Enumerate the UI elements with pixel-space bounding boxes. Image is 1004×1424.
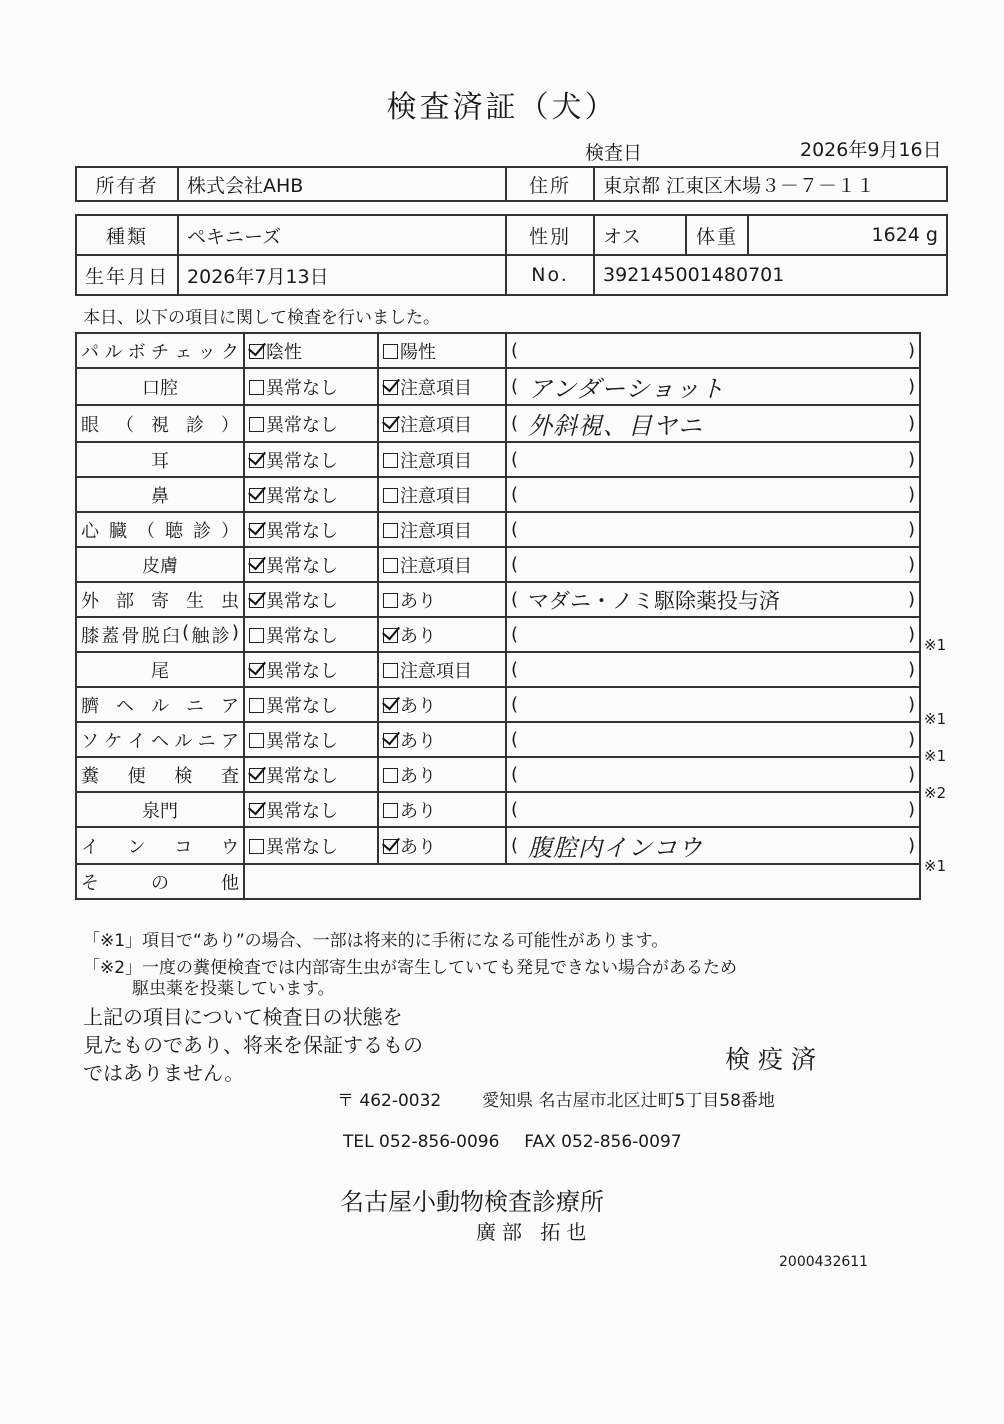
close-paren: ) [907,554,915,575]
item-name-char: ェ [174,341,193,363]
certification-note [83,1003,423,1087]
exam-item-name [76,442,244,477]
item-name-char: 臼 [161,625,180,647]
option-normal [244,333,378,368]
option-normal [244,757,378,792]
exam-item-name [76,827,244,864]
option-label: あり [400,590,436,612]
other-label [76,864,244,899]
option-label: 異常なし [266,836,338,858]
exam-item-name [76,477,244,512]
item-name-char: ク [220,341,239,363]
footnote-mark: ※1 [924,710,947,728]
option-label: 異常なし [266,660,338,682]
exam-item-name [76,617,244,652]
option-normal [244,792,378,827]
footnote-2: 「※2」一度の糞便検査では内部寄生虫が寄生していても発見できない場合があるため [83,958,738,978]
close-paren: ) [907,449,915,470]
exam-item-name [76,512,244,547]
option-label: 異常なし [266,520,338,542]
serial-number: 2000432611 [779,1254,869,1270]
option-label: 異常なし [266,625,338,647]
checkbox-icon[interactable] [383,593,398,608]
owner-label: 所有者 [76,167,178,201]
option-finding [378,792,506,827]
weight-value: 1624 g [748,215,947,255]
open-paren: ( [511,413,519,434]
open-paren: ( [511,519,519,540]
exam-note [506,405,920,442]
exam-note [506,547,920,582]
clinic-address: 愛知県 名古屋市北区辻町5丁目58番地 [482,1091,775,1111]
checked-checkbox-icon[interactable] [249,663,264,678]
cert-line-1: 上記の項目について検査日の状態を [83,1005,403,1029]
option-label: あり [400,695,436,717]
item-name-char: 皮 [142,555,160,577]
item-name-char: イ [127,730,146,752]
checkbox-icon[interactable] [383,344,398,359]
clinic-address-line [337,1086,775,1111]
item-name-char: 聴 [165,520,183,542]
checked-checkbox-icon[interactable] [249,453,264,468]
item-name-char: 口 [142,377,160,399]
item-name-char: ニ [197,730,216,752]
item-name-char: ヘ [116,695,134,717]
item-name-char: ( [182,621,190,643]
exam-note [506,512,920,547]
item-name-char: 門 [160,800,178,822]
open-paren: ( [511,589,519,610]
exam-row [76,722,920,757]
option-finding [378,827,506,864]
item-name-char: 泉 [142,800,160,822]
exam-row [76,687,920,722]
option-label: 異常なし [266,730,338,752]
checked-checkbox-icon[interactable] [249,344,264,359]
option-label: あり [400,765,436,787]
checked-checkbox-icon[interactable] [383,628,398,643]
item-name-char: 診 [211,625,230,647]
cert-line-2: 見たものであり、将来を保証するもの [83,1033,423,1057]
checked-checkbox-icon[interactable] [383,733,398,748]
option-label: 異常なし [266,377,338,399]
footnote-mark: ※1 [924,746,947,765]
address-value: 東京都 江東区木場３－７－１１ [594,167,947,201]
open-paren: ( [511,554,519,575]
owner-table [75,166,948,202]
open-paren: ( [511,449,519,470]
option-label: 注意項目 [400,414,472,436]
item-name-char: ケ [104,730,123,752]
item-name-char: 診 [193,520,211,542]
option-label: 異常なし [266,800,338,822]
exam-note [506,442,920,477]
exam-note [506,617,920,652]
item-name-char: 検 [174,765,193,787]
item-name-char: ヘ [150,730,169,752]
open-paren: ( [511,484,519,505]
close-paren: ) [907,659,915,680]
exam-note [506,652,920,687]
checkbox-icon[interactable] [249,380,264,395]
page-title: 検査済証（犬） [386,90,618,125]
option-normal [244,582,378,617]
option-label: あり [400,730,436,752]
checkbox-icon[interactable] [383,803,398,818]
exam-item-name [76,547,244,582]
inspector-name: 廣部 拓也 [476,1220,593,1244]
item-name-char: ソ [81,730,99,752]
note-text: アンダーショット [528,375,726,403]
option-normal [244,547,378,582]
option-normal [244,722,378,757]
exam-date: 2026年9月16日 [800,139,942,161]
open-paren: ( [511,729,519,750]
option-label: 注意項目 [400,660,472,682]
open-paren: ( [511,376,519,397]
item-name-char: （ [116,414,134,436]
option-label: 異常なし [266,765,338,787]
option-finding [378,652,506,687]
breed-label: 種類 [76,215,178,255]
option-finding [378,368,506,405]
exam-date-label: 検査日 [585,142,643,164]
close-paren: ) [907,376,915,397]
exam-note [506,333,920,368]
exam-item-name [76,582,244,617]
item-name-char: 脱 [141,625,160,647]
option-normal [244,652,378,687]
option-label: 異常なし [266,555,338,577]
item-name-char: ボ [127,341,146,363]
exam-note [506,757,920,792]
sex-value: オス [594,215,686,255]
option-finding [378,722,506,757]
exam-row [76,442,920,477]
exam-note [506,687,920,722]
breed-value: ペキニーズ [178,215,506,255]
dob-value: 2026年7月13日 [178,255,506,295]
option-label: 注意項目 [400,520,472,542]
exam-row [76,477,920,512]
item-name-char: 膚 [160,555,178,577]
option-normal [244,442,378,477]
item-name-char: イ [81,836,99,858]
address-label: 住所 [506,167,594,201]
checked-checkbox-icon[interactable] [249,768,264,783]
option-normal [244,477,378,512]
item-name-char: 生 [186,590,204,612]
item-name-char: コ [174,836,193,858]
option-finding [378,547,506,582]
checked-checkbox-icon[interactable] [249,488,264,503]
exam-item-name [76,652,244,687]
close-paren: ) [907,413,915,434]
checked-checkbox-icon[interactable] [249,523,264,538]
option-normal [244,368,378,405]
item-name-char: ウ [220,836,239,858]
intro-text: 本日、以下の項目に関して検査を行いました。 [83,308,440,328]
other-label-char: の [151,872,169,894]
footnote-2-cont: 駆虫薬を投薬しています。 [132,979,335,999]
weight-label: 体重 [686,215,748,255]
option-label: 陰性 [266,341,302,363]
note-text: 腹腔内インコウ [528,834,704,862]
clinic-name: 名古屋小動物検査診療所 [340,1188,604,1216]
other-label-char: そ [81,872,99,894]
option-label: 異常なし [266,695,338,717]
checkbox-icon[interactable] [249,839,264,854]
item-name-char: 臓 [109,520,127,542]
checked-checkbox-icon[interactable] [249,558,264,573]
checked-checkbox-icon[interactable] [249,803,264,818]
option-label: 異常なし [266,450,338,472]
option-normal [244,405,378,442]
checkbox-icon[interactable] [383,453,398,468]
tel: TEL 052-856-0096 [343,1132,500,1152]
item-name-char: ） [221,520,239,542]
exam-row [76,617,920,652]
option-label: あり [400,836,436,858]
exam-item-name [76,333,244,368]
item-name-char: ン [127,836,146,858]
option-label: あり [400,800,436,822]
option-finding [378,757,506,792]
close-paren: ) [907,764,915,785]
exam-note [506,582,920,617]
close-paren: ) [907,729,915,750]
note-text: マダニ・ノミ駆除薬投与済 [528,588,781,613]
no-value: 392145001480701 [594,255,947,295]
option-label: 注意項目 [400,377,472,399]
exam-item-name [76,757,244,792]
exam-item-name [76,368,244,405]
option-normal [244,687,378,722]
exam-item-name [76,687,244,722]
checked-checkbox-icon[interactable] [383,417,398,432]
exam-row [76,368,920,405]
checkbox-icon[interactable] [249,698,264,713]
checked-checkbox-icon[interactable] [383,839,398,854]
item-name-char: 触 [191,625,210,647]
item-name-char: 蓋 [101,625,120,647]
footnote-mark: ※2 [924,783,947,802]
fax: FAX 052-856-0097 [524,1132,682,1152]
option-label: 陽性 [400,341,436,363]
open-paren: ( [511,340,519,361]
other-value [244,864,920,899]
item-name-char: 臍 [81,695,99,717]
contact-line [343,1132,682,1152]
item-name-char: ル [104,341,123,363]
owner-value: 株式会社AHB [178,167,506,201]
exam-row [76,582,920,617]
note-text: 外斜視、目ヤニ [528,412,704,440]
close-paren: ) [907,519,915,540]
item-name-char: 耳 [151,450,169,472]
item-name-char: ) [231,621,239,643]
dob-label: 生年月日 [76,255,178,295]
checkbox-icon[interactable] [249,417,264,432]
item-name-char: 査 [220,765,239,787]
checkbox-icon[interactable] [383,663,398,678]
checked-checkbox-icon[interactable] [383,380,398,395]
item-name-char: 診 [186,414,204,436]
option-normal [244,617,378,652]
quarantine-stamp: 検疫済 [725,1045,825,1074]
open-paren: ( [511,835,519,856]
exam-table [75,332,921,900]
exam-note [506,827,920,864]
item-name-char: 糞 [81,765,99,787]
checked-checkbox-icon[interactable] [383,698,398,713]
close-paren: ) [907,799,915,820]
exam-note [506,792,920,827]
postal-code: 〒 462-0032 [337,1091,442,1111]
exam-note [506,722,920,757]
item-name-char: ニ [186,695,204,717]
exam-row [76,405,920,442]
item-name-char: ア [220,730,239,752]
option-finding [378,687,506,722]
item-name-char: 視 [151,414,169,436]
item-name-char: （ [137,520,155,542]
close-paren: ) [907,835,915,856]
option-finding [378,477,506,512]
exam-note [506,477,920,512]
option-label: 注意項目 [400,485,472,507]
option-label: あり [400,625,436,647]
no-label: No. [506,255,594,295]
item-name-char: ッ [197,341,216,363]
item-name-char: 膝 [81,625,99,647]
exam-item-name [76,405,244,442]
checkbox-icon[interactable] [383,768,398,783]
exam-row [76,757,920,792]
exam-row [76,333,920,368]
checkbox-icon[interactable] [383,558,398,573]
item-name-char: チ [150,341,169,363]
item-name-char: 虫 [221,590,239,612]
item-name-char: 部 [116,590,134,612]
exam-row [76,792,920,827]
close-paren: ) [907,340,915,361]
item-name-char: ル [174,730,193,752]
item-name-char: 尾 [151,660,169,682]
item-name-char: 骨 [121,625,140,647]
exam-row [76,652,920,687]
option-label: 異常なし [266,590,338,612]
exam-row [76,827,920,864]
option-finding [378,617,506,652]
item-name-char: 鼻 [151,485,169,507]
close-paren: ) [907,624,915,645]
other-label-char: 他 [221,872,239,894]
option-label: 注意項目 [400,555,472,577]
open-paren: ( [511,694,519,715]
option-finding [378,405,506,442]
close-paren: ) [907,484,915,505]
exam-row [76,512,920,547]
footnote-mark: ※1 [924,857,947,876]
option-label: 異常なし [266,485,338,507]
option-finding [378,442,506,477]
exam-item-name [76,722,244,757]
item-name-char: 心 [81,520,99,542]
item-name-char: 便 [127,765,146,787]
checkbox-icon[interactable] [383,523,398,538]
option-label: 異常なし [266,414,338,436]
option-label: 注意項目 [400,450,472,472]
pet-table [75,214,948,296]
exam-note [506,368,920,405]
item-name-char: 腔 [160,377,178,399]
open-paren: ( [511,624,519,645]
option-finding [378,333,506,368]
option-normal [244,512,378,547]
option-finding [378,582,506,617]
checkbox-icon[interactable] [249,733,264,748]
close-paren: ) [907,589,915,610]
item-name-char: 外 [81,590,99,612]
cert-line-3: ではありません。 [83,1061,245,1085]
item-name-char: ア [221,695,239,717]
exam-item-name [76,792,244,827]
footnote-1: 「※1」項目で“あり”の場合、一部は将来的に手術になる可能性があります。 [83,931,669,951]
open-paren: ( [511,764,519,785]
option-finding [378,512,506,547]
footnote-mark: ※1 [924,636,947,655]
option-normal [244,827,378,864]
item-name-char: 眼 [81,414,99,436]
checked-checkbox-icon[interactable] [249,593,264,608]
sex-label: 性別 [506,215,594,255]
exam-row [76,547,920,582]
item-name-char: ） [221,414,239,436]
close-paren: ) [907,694,915,715]
item-name-char: ル [151,695,169,717]
checkbox-icon[interactable] [383,488,398,503]
open-paren: ( [511,799,519,820]
checkbox-icon[interactable] [249,628,264,643]
item-name-char: パ [81,341,99,363]
item-name-char: 寄 [151,590,169,612]
open-paren: ( [511,659,519,680]
